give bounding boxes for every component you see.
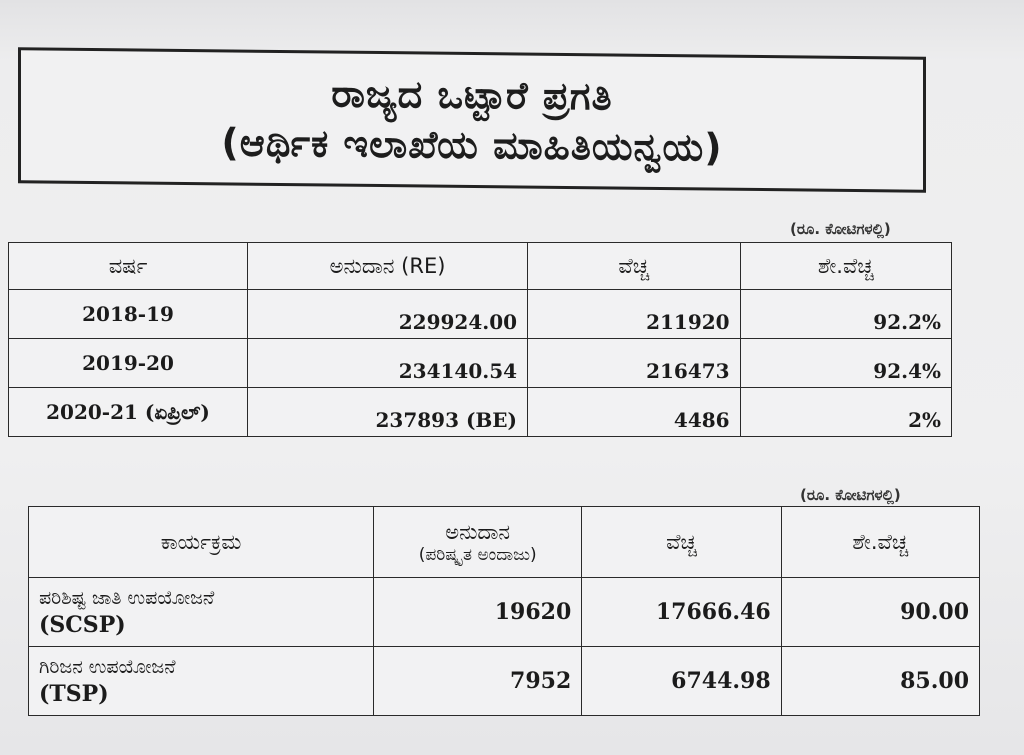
- table-row: [9, 290, 952, 339]
- column-header-grant: ಅನುದಾನ (RE): [248, 243, 528, 290]
- table1-unit-note: (ರೂ. ಕೋಟಿಗಳಲ್ಲಿ): [790, 220, 891, 238]
- sub-plan-table: [28, 506, 980, 716]
- year-cell: 2020-21 (ಏಪ್ರಿಲ್): [9, 388, 248, 437]
- title-box: [18, 47, 926, 193]
- percent-cell: 92.4%: [740, 339, 951, 388]
- percent-cell: 90.00: [781, 578, 979, 647]
- expense-cell: 216473: [528, 339, 741, 388]
- table-row: [9, 339, 952, 388]
- grant-cell: 229924.00: [248, 290, 528, 339]
- table-header-row: [29, 507, 980, 578]
- grant-header-label: ಅನುದಾನ: [445, 519, 511, 544]
- table-row: [29, 578, 980, 647]
- program-code: (TSP): [39, 681, 109, 707]
- budget-progress-table: [8, 242, 952, 437]
- expense-cell: 17666.46: [582, 578, 781, 647]
- year-cell: 2019-20: [9, 339, 248, 388]
- grant-cell: 19620: [374, 578, 582, 647]
- column-header-expense: ವೆಚ್ಚ: [528, 243, 741, 290]
- page-subtitle: (ಆರ್ಥಿಕ ಇಲಾಖೆಯ ಮಾಹಿತಿಯನ್ವಯ): [221, 120, 723, 170]
- percent-cell: 85.00: [781, 647, 979, 716]
- column-header-year: ವರ್ಷ: [9, 243, 248, 290]
- page-title: ರಾಜ್ಯದ ಒಟ್ಟಾರೆ ಪ್ರಗತಿ: [331, 71, 613, 119]
- column-header-grant: [374, 507, 582, 578]
- program-name: ಪರಿಶಿಷ್ಟ ಜಾತಿ ಉಪಯೋಜನೆ: [39, 587, 215, 609]
- grant-cell: 234140.54: [248, 339, 528, 388]
- program-cell: [29, 647, 374, 716]
- grant-header-sublabel: (ಪರಿಷ್ಕೃತ ಅಂದಾಜು): [418, 544, 537, 565]
- expense-cell: 4486: [528, 388, 741, 437]
- table-row: [29, 647, 980, 716]
- program-code: (SCSP): [39, 612, 126, 638]
- grant-cell: 237893 (BE): [248, 388, 528, 437]
- table-row: [9, 388, 952, 437]
- column-header-program: ಕಾರ್ಯಕ್ರಮ: [29, 507, 374, 578]
- program-name: ಗಿರಿಜನ ಉಪಯೋಜನೆ: [39, 656, 176, 678]
- grant-cell: 7952: [374, 647, 582, 716]
- percent-cell: 2%: [740, 388, 951, 437]
- expense-cell: 6744.98: [582, 647, 781, 716]
- program-cell: [29, 578, 374, 647]
- expense-cell: 211920: [528, 290, 741, 339]
- table-header-row: [9, 243, 952, 290]
- percent-cell: 92.2%: [740, 290, 951, 339]
- column-header-percent: ಶೇ.ವೆಚ್ಚ: [740, 243, 951, 290]
- year-cell: 2018-19: [9, 290, 248, 339]
- column-header-percent: ಶೇ.ವೆಚ್ಚ: [781, 507, 979, 578]
- table2-unit-note: (ರೂ. ಕೋಟಿಗಳಲ್ಲಿ): [800, 486, 901, 504]
- column-header-expense: ವೆಚ್ಚ: [582, 507, 781, 578]
